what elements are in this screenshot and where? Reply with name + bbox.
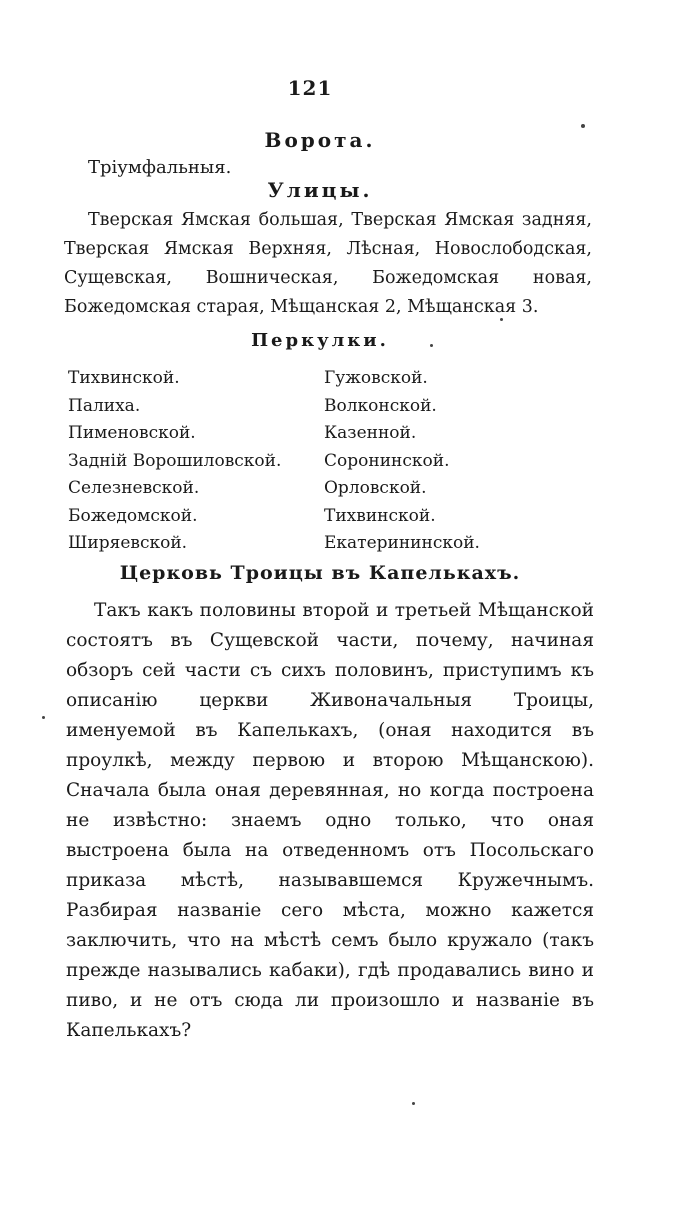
- print-speck: [42, 716, 45, 719]
- lane-left-item: Божедомской.: [68, 505, 198, 526]
- lane-right-item: Соронинской.: [324, 450, 450, 471]
- print-speck: [581, 124, 585, 128]
- print-speck: [430, 344, 433, 347]
- lane-left-item: Палиха.: [68, 395, 141, 416]
- lane-row: [68, 451, 528, 479]
- church-paragraph: Такъ какъ половины второй и третьей Мѣщанской состоятъ въ Сущевской части, почему, начиная обзоръ сей части съ сихъ половинъ, приступимъ къ описанію церкви Живоначальныя Троицы, именуемой въ Капелькахъ, (оная находится въ проулкѣ, между первою и второю Мѣщанскою). Сначала была оная деревянная, но когда построена не извѣстно: знаемъ одно только, что оная выстроена была на отведенномъ отъ Посольскаго приказа мѣстѣ, называвшемся Кружечнымъ. Разбирая названіе сего мѣста, можно кажется заключить, что на мѣстѣ семъ было кружало (такъ прежде назывались кабаки), гдѣ продавались вино и пиво, и не отъ сюда ли произошло и названіе въ Капелькахъ?: [66, 600, 594, 1041]
- lane-left-item: Ширяевской.: [68, 533, 188, 553]
- lane-right-item: Екатерининской.: [324, 533, 480, 553]
- lane-row: [68, 478, 528, 506]
- lane-right-item: Тихвинской.: [324, 505, 436, 526]
- lane-left-item: Тихвинской.: [68, 368, 180, 388]
- lane-row: [68, 396, 528, 424]
- lane-left-item: Пименовской.: [68, 423, 196, 443]
- gates-item: Тріумфальныя.: [88, 157, 232, 178]
- lane-row: [68, 533, 528, 561]
- lane-right-item: Гужовской.: [324, 368, 428, 388]
- church-heading: Церковь Троицы въ Капелькахъ.: [119, 562, 521, 584]
- page-number: 121: [287, 76, 333, 100]
- streets-heading: Улицы.: [267, 178, 373, 202]
- print-speck: [412, 1102, 415, 1105]
- lane-right-item: Волконской.: [324, 395, 437, 416]
- gates-heading: Ворота.: [264, 128, 376, 152]
- lane-row: [68, 423, 528, 451]
- lanes-heading: Перкулки.: [251, 330, 389, 351]
- lane-left-item: Селезневской.: [68, 478, 200, 498]
- lane-right-item: Казенной.: [324, 423, 417, 443]
- lane-left-item: Задній Ворошиловской.: [68, 450, 282, 471]
- lanes-list: [68, 368, 528, 561]
- lane-row: [68, 368, 528, 396]
- streets-paragraph: Тверская Ямская большая, Тверская Ямская задняя, Тверская Ямская Верхняя, Лѣсная, Новослободская, Сущевская, Вошническая, Божедомская новая, Божедомская старая, Мѣщанская 2, Мѣщанская 3.: [64, 210, 592, 317]
- lane-right-item: Орловской.: [324, 478, 427, 498]
- lane-row: [68, 506, 528, 534]
- print-speck: [500, 318, 503, 321]
